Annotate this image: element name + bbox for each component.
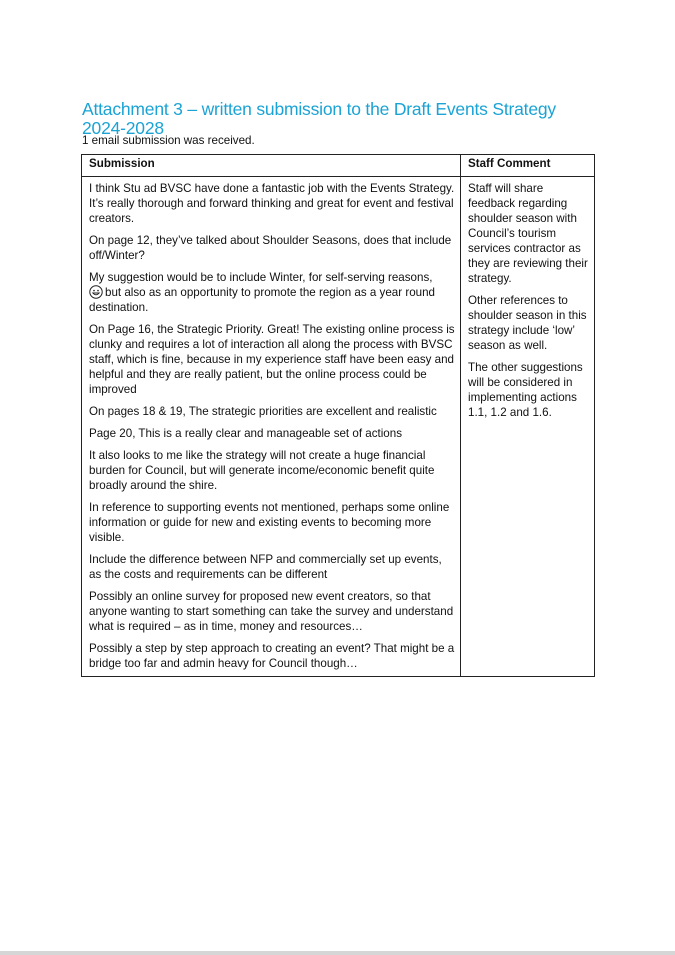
submission-paragraph: Possibly a step by step approach to creating an event? That might be a bridge too far and admin heavy for Council though… <box>89 642 455 670</box>
submission-paragraph: Page 20, This is a really clear and manageable set of actions <box>89 427 403 440</box>
submission-cell <box>82 177 461 677</box>
submission-paragraph: Possibly an online survey for proposed new event creators, so that anyone wanting to start something can take the survey and understand what is required – as in time, money and resources… <box>89 590 454 633</box>
page-bottom-edge <box>0 951 675 955</box>
staff-comment-paragraph: Staff will share feedback regarding shoulder season with Council’s tourism services contractor as they are reviewing their strategy. <box>468 182 588 285</box>
submission-paragraph: It also looks to me like the strategy will not create a huge financial burden for Council, but will generate income/economic benefit quite broadly around the shire. <box>89 449 435 492</box>
table-row <box>82 177 595 677</box>
submission-paragraph: On Page 16, the Strategic Priority. Great! The existing online process is clunky and requires a lot of interaction all along the process with BVSC staff, which is fine, because in my experience staff have been easy and helpful and they are really patient, but the online process could be improved <box>89 323 455 396</box>
submission-paragraph <box>89 270 455 315</box>
submission-paragraph: On pages 18 & 19, The strategic priorities are excellent and realistic <box>89 405 437 418</box>
staff-comment-column-header: Staff Comment <box>461 155 595 177</box>
staff-comment-paragraph: Other references to shoulder season in this strategy include ‘low’ season as well. <box>468 294 587 352</box>
submission-paragraph: On page 12, they’ve talked about Shoulder Seasons, does that include off/Winter? <box>89 234 452 262</box>
submission-table <box>81 154 595 677</box>
winter-suggestion-rest: but also as an opportunity to promote the region as a year round destination. <box>89 286 435 314</box>
submission-paragraph: I think Stu ad BVSC have done a fantastic job with the Events Strategy. It’s really thorough and forward thinking and great for event and festival creators. <box>89 182 455 225</box>
staff-comment-paragraph: The other suggestions will be considered in implementing actions 1.1, 1.2 and 1.6. <box>468 361 583 419</box>
submission-paragraph: Include the difference between NFP and commercially set up events, as the costs and requirements can be different <box>89 553 442 581</box>
intro-text: 1 email submission was received. <box>82 134 255 147</box>
table-header-row <box>82 155 595 177</box>
submission-paragraph: In reference to supporting events not mentioned, perhaps some online information or guide for new and existing events to becoming more visible. <box>89 501 450 544</box>
winter-suggestion-lead: My suggestion would be to include Winter, for self-serving reasons, <box>89 271 433 284</box>
grinning-face-icon <box>89 285 103 299</box>
submission-column-header: Submission <box>82 155 461 177</box>
staff-comment-cell <box>461 177 595 677</box>
page-title: Attachment 3 – written submission to the Draft Events Strategy 2024-2028 <box>82 98 556 138</box>
